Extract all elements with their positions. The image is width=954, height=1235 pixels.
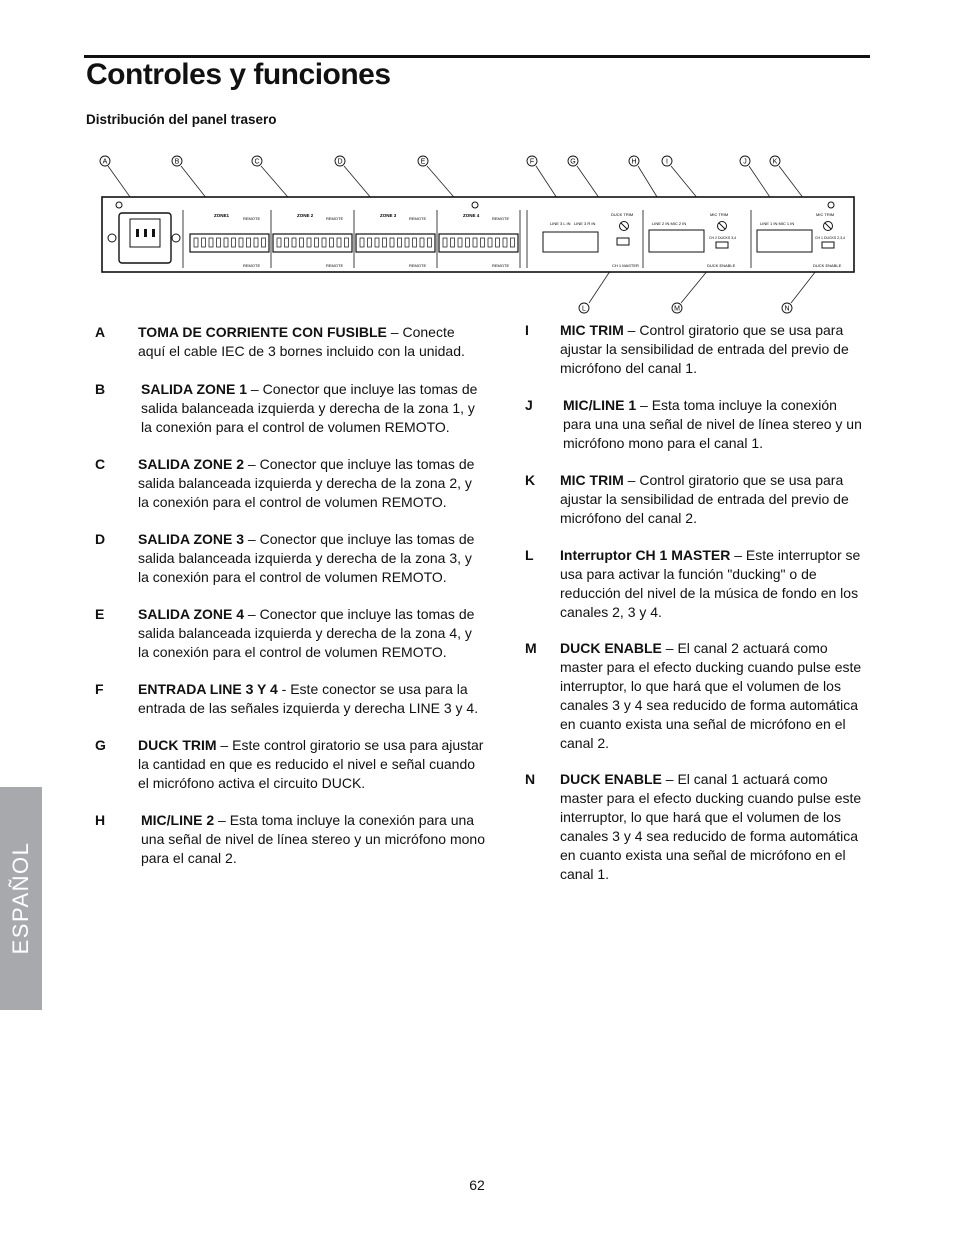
duck-trim-label: DUCK TRIM [611,212,634,217]
item-letter: L [525,547,534,563]
callout-letter-i: I [666,158,668,166]
item-letter: A [95,324,106,340]
remote-label-top: REMOTE [243,216,261,221]
item-letter: C [95,456,106,472]
item-text: – Control giratorio que se usa para ajustar la sensibilidad de entrada del previo de micrófono del canal 1. [560,322,849,376]
item-description [563,396,867,453]
item-name: MIC/LINE 2 [141,812,215,828]
item-text: - Este conector se usa para la entrada de las señales izquierda y derecha LINE 3 y 4. [138,681,479,716]
item-description [560,639,864,753]
zone-label: ZONE 3 [380,213,397,218]
item-text: – Conector que incluye las tomas de salida balanceada izquierda y derecha de la zona 4, y la conexión para el control de volumen REMOTO. [138,606,475,660]
callouts-bottom [579,303,792,313]
item-letter: M [525,640,537,656]
item-letter: K [525,472,536,488]
ch1-duck-label: CH 1 DUCKS 2,3,4 [815,236,845,240]
item-name: MIC TRIM [560,322,624,338]
zone-label: ZONE1 [214,213,230,218]
callout-letter-e: E [420,158,426,166]
item-letter: D [95,531,106,547]
item-letter: I [525,322,529,338]
item-description [141,811,488,868]
line2-labels: LINE 2 IN MIC 2 IN [652,221,687,226]
duck-enable-label-1: DUCK ENABLE [813,263,842,268]
callout-letter-h: H [631,158,637,166]
item-text: – Esta toma incluye la conexión para una una señal de nivel de línea stereo y un micrófono mono para el canal 2. [141,812,485,866]
rear-panel-diagram [95,150,865,320]
callout-letter-b: B [174,158,180,166]
item-description [138,680,485,718]
item-name: DUCK TRIM [138,737,217,753]
callout-letter-g: G [570,158,576,166]
zone-label: ZONE 4 [463,213,480,218]
side-tab-label: ESPAÑOL [8,841,33,955]
item-name: ENTRADA LINE 3 Y 4 [138,681,278,697]
zone-label: ZONE 2 [297,213,314,218]
item-description [138,736,485,793]
ch1-master-label: CH 1 MASTER [612,263,639,268]
mic-trim-label-1: MIC TRIM [816,212,835,217]
callouts-top [100,156,780,166]
callout-letter-a: A [102,158,108,166]
item-letter: E [95,606,105,622]
item-name: SALIDA ZONE 3 [138,531,245,547]
item-text: – Conector que incluye las tomas de salida balanceada izquierda y derecha de la zona 3, y la conexión para el control de volumen REMOTO. [138,531,475,585]
line1-labels: LINE 1 IN MIC 1 IN [760,221,795,226]
line3-label: LINE 3 L IN [550,221,571,226]
remote-label-bottom: REMOTE [243,263,261,268]
remote-label-top: REMOTE [409,216,427,221]
item-text: – El canal 2 actuará como master para el efecto ducking cuando pulse este interruptor, lo que hará que el volumen de los canales 3 y 4 sea reducido de forma automática en cuanto exista una señal de micrófono en el canal 2. [560,640,862,751]
remote-label-bottom: REMOTE [409,263,427,268]
callout-letter-m: M [674,305,680,313]
callout-letter-j: J [743,158,747,166]
item-name: DUCK ENABLE [560,771,662,787]
item-name: TOMA DE CORRIENTE CON FUSIBLE [138,324,387,340]
item-description [138,455,485,512]
callout-letter-d: D [337,158,343,166]
duck-enable-label-2: DUCK ENABLE [707,263,736,268]
item-name: MIC/LINE 1 [563,397,637,413]
page-title: Controles y funciones [86,58,391,91]
callout-letter-c: C [254,158,260,166]
item-text: – Este control giratorio se usa para ajustar la cantidad en que es reducido el nivel e señal cuando el micrófono activa el circuito DUCK. [138,737,484,791]
item-description [560,770,864,884]
remote-label-top: REMOTE [326,216,344,221]
item-text: – El canal 1 actuará como master para el efecto ducking cuando pulse este interruptor, lo que hará que el volumen de los canales 3 y 4 sea reducido de forma automática en cuanto exista una señal de micrófono en el canal 1. [560,771,862,882]
callout-letter-l: L [582,305,586,313]
remote-label-bottom: REMOTE [326,263,344,268]
line4-label: LINE 3 R IN [574,221,596,226]
item-letter: G [95,737,106,753]
item-name: DUCK ENABLE [560,640,662,656]
item-description [560,546,864,622]
item-name: SALIDA ZONE 2 [138,456,245,472]
section-subtitle: Distribución del panel trasero [86,112,277,127]
language-side-tab [0,787,42,1010]
item-text: – Conecte aquí el cable IEC de 3 bornes incluido con la unidad. [138,324,465,359]
mic-trim-label-2: MIC TRIM [710,212,729,217]
item-text: – Conector que incluye las tomas de salida balanceada izquierda y derecha de la zona 1, y la conexión para el control de volumen REMOTO. [141,381,478,435]
page-number: 62 [469,1177,485,1193]
item-text: – Control giratorio que se usa para ajustar la sensibilidad de entrada del previo de micrófono del canal 2. [560,472,849,526]
item-description [141,380,488,437]
item-description [138,323,485,361]
item-description [138,605,485,662]
callout-letter-f: F [529,158,535,166]
item-text: – Conector que incluye las tomas de salida balanceada izquierda y derecha de la zona 2, y la conexión para el control de volumen REMOTO. [138,456,475,510]
item-text: – Este interruptor se usa para activar la función "ducking" o de reducción del nivel de la música de fondo en los canales 2, 3 y 4. [560,547,861,620]
item-name: SALIDA ZONE 4 [138,606,245,622]
item-letter: N [525,771,536,787]
item-letter: H [95,812,106,828]
item-description [560,471,864,528]
item-description [138,530,485,587]
item-name: MIC TRIM [560,472,624,488]
callout-letter-n: N [784,305,790,313]
item-text: – Esta toma incluye la conexión para una una señal de nivel de línea stereo y un micrófono mono para el canal 1. [563,397,862,451]
item-name: SALIDA ZONE 1 [141,381,248,397]
ch2-duck-label: CH 2 DUCKS 3,4 [709,236,737,240]
remote-label-top: REMOTE [492,216,510,221]
remote-label-bottom: REMOTE [492,263,510,268]
callout-letter-k: K [772,158,778,166]
item-name: Interruptor CH 1 MASTER [560,547,731,563]
item-description [560,321,864,378]
item-letter: B [95,381,106,397]
item-letter: J [525,397,533,413]
item-letter: F [95,681,104,697]
